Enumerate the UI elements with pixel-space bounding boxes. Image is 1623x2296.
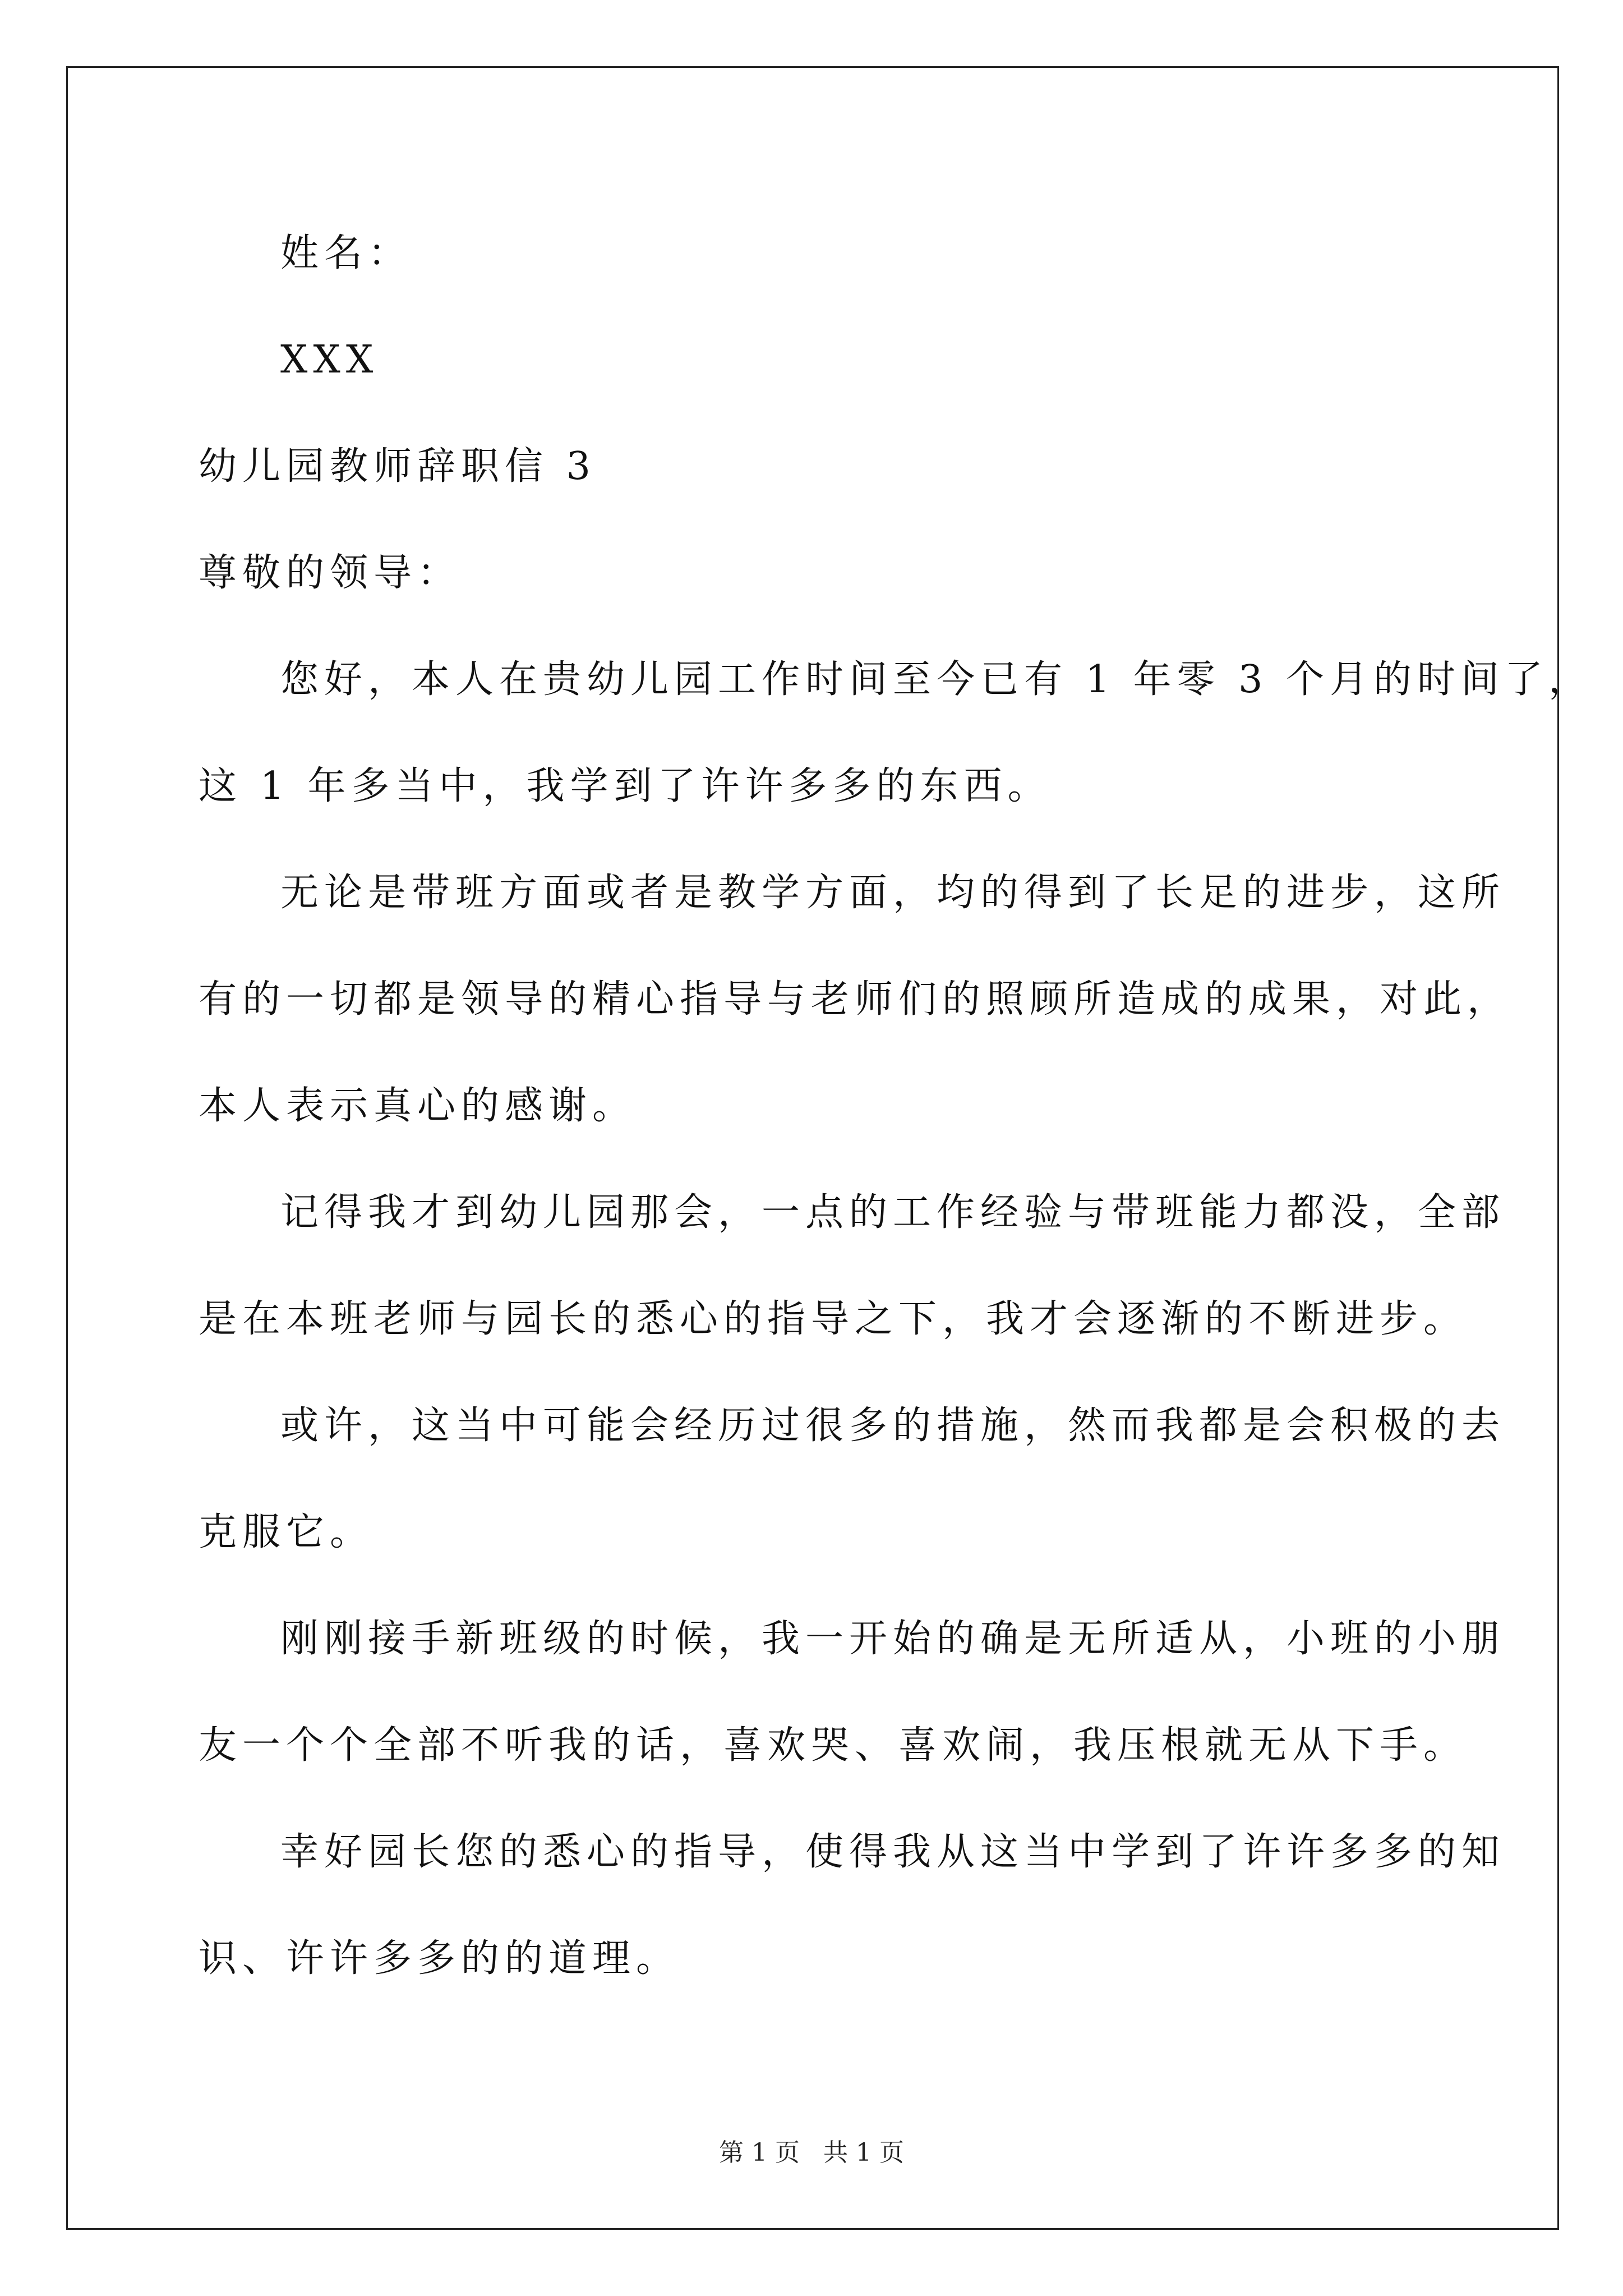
paragraph-6-line-2: 识、许许多多的的道理。 xyxy=(199,1936,680,1981)
paragraph-2-line-2: 有的一切都是领导的精心指导与老师们的照顾所造成的成果，对此， xyxy=(199,977,1511,1022)
paragraph-6-line-1: 幸好园长您的悉心的指导，使得我从这当中学到了许许多多的知 xyxy=(280,1830,1506,1874)
paragraph-3-line-2: 是在本班老师与园长的悉心的指导之下，我才会逐渐的不断进步。 xyxy=(199,1297,1468,1341)
paragraph-3-line-1: 记得我才到幼儿园那会，一点的工作经验与带班能力都没，全部 xyxy=(280,1190,1506,1235)
paragraph-2-line-1: 无论是带班方面或者是教学方面，均的得到了长足的进步，这所 xyxy=(280,871,1506,915)
paragraph-2-line-3: 本人表示真心的感谢。 xyxy=(199,1084,637,1128)
paragraph-4-line-1: 或许，这当中可能会经历过很多的措施，然而我都是会积极的去 xyxy=(280,1404,1506,1448)
name-value: XXX xyxy=(280,338,379,382)
paragraph-1-line-2: 这 1 年多当中，我学到了许许多多的东西。 xyxy=(199,764,1052,808)
salutation: 尊敬的领导： xyxy=(199,551,462,595)
paragraph-5-line-1: 刚刚接手新班级的时候，我一开始的确是无所适从，小班的小朋 xyxy=(280,1617,1506,1661)
name-label: 姓名： xyxy=(280,231,412,275)
letter-title: 幼儿园教师辞职信 3 xyxy=(199,444,596,489)
page-border xyxy=(66,66,1559,2230)
paragraph-5-line-2: 友一个个全部不听我的话，喜欢哭、喜欢闹，我压根就无从下手。 xyxy=(199,1723,1468,1768)
page-footer: 第 1 页 共 1 页 xyxy=(719,2138,904,2167)
paragraph-4-line-2: 克服它。 xyxy=(199,1510,374,1554)
paragraph-1-line-1: 您好，本人在贵幼儿园工作时间至今已有 1 年零 3 个月的时间了， xyxy=(280,657,1592,702)
